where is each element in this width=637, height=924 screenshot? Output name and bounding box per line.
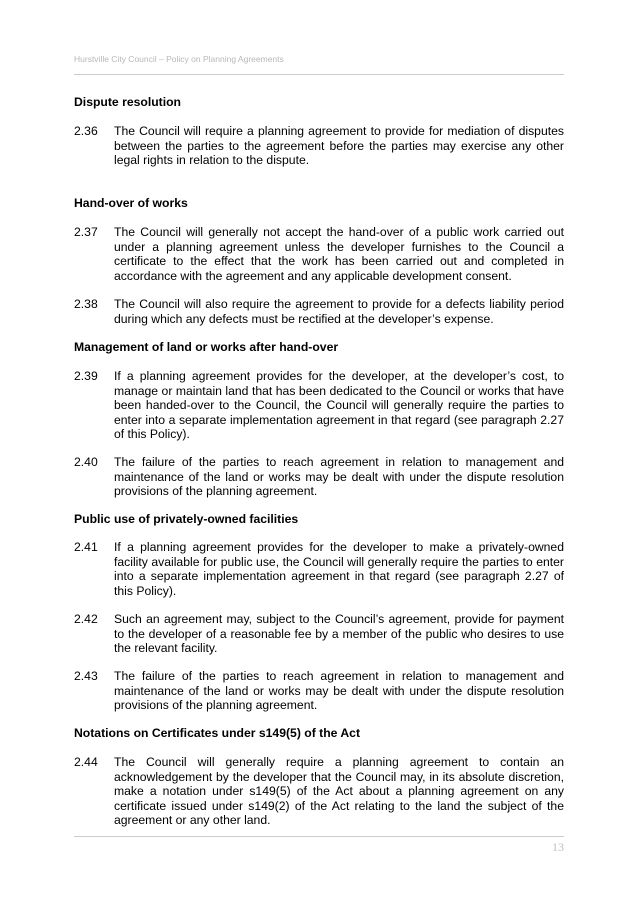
page-number: 13: [552, 840, 564, 854]
section-heading-public-use: Public use of privately-owned facilities: [74, 512, 299, 526]
paragraph-number: 2.39: [74, 369, 98, 383]
paragraph-number: 2.36: [74, 124, 98, 138]
paragraph-2-44: [74, 755, 564, 828]
paragraph-2-38: [74, 297, 564, 326]
header-divider: [74, 74, 564, 75]
paragraph-number: 2.40: [74, 455, 98, 469]
paragraph-number: 2.42: [74, 612, 98, 626]
section-heading-management-of-land: Management of land or works after hand-over: [74, 340, 339, 354]
paragraph-2-40: [74, 455, 564, 499]
paragraph-number: 2.38: [74, 297, 98, 311]
paragraph-text: If a planning agreement provides for the developer to make a privately-owned facility available for public use, the Council will generally require the parties to enter into a separate implementation agreement in that regard (see paragraph 2.27 of this Policy).: [114, 540, 564, 598]
section-heading-hand-over-of-works: Hand-over of works: [74, 196, 188, 210]
paragraph-2-37: [74, 225, 564, 283]
paragraph-text: The Council will generally not accept the hand-over of a public work carried out under a planning agreement unless the developer furnishes to the Council a certificate to the effect that the work has been carried out and completed in accordance with the agreement and any applicable development consent.: [114, 225, 564, 283]
paragraph-text: Such an agreement may, subject to the Council’s agreement, provide for payment to the developer of a reasonable fee by a member of the public who desires to use the relevant facility.: [114, 612, 564, 656]
footer-divider: [74, 836, 564, 837]
paragraph-text: If a planning agreement provides for the developer, at the developer’s cost, to manage or maintain land that has been dedicated to the Council or works that have been handed-over to the Council, the Council will generally require the parties to enter into a separate implementation agreement in that regard (see paragraph 2.27 of this Policy).: [114, 369, 564, 442]
paragraph-number: 2.37: [74, 225, 98, 239]
paragraph-2-41: [74, 540, 564, 598]
paragraph-2-39: [74, 369, 564, 442]
paragraph-2-36: [74, 124, 564, 168]
section-heading-dispute-resolution: Dispute resolution: [74, 95, 181, 109]
section-heading-notations: Notations on Certificates under s149(5) of the Act: [74, 726, 361, 740]
paragraph-text: The failure of the parties to reach agreement in relation to management and maintenance of the land or works may be dealt with under the dispute resolution provisions of the planning agreement.: [114, 455, 564, 499]
paragraph-text: The Council will generally require a planning agreement to contain an acknowledgement by the developer that the Council may, in its absolute discretion, make a notation under s149(5) of the Act about a planning agreement on any certificate issued under s149(2) of the Act relating to the land the subject of the agreement or any other land.: [114, 755, 564, 828]
paragraph-text: The Council will require a planning agreement to provide for mediation of disputes between the parties to the agreement before the parties may exercise any other legal rights in relation to the dispute.: [114, 124, 564, 168]
running-header: Hurstville City Council – Policy on Planning Agreements: [74, 54, 284, 64]
paragraph-text: The failure of the parties to reach agreement in relation to management and maintenance of the land or works may be dealt with under the dispute resolution provisions of the planning agreement.: [114, 669, 564, 713]
paragraph-number: 2.43: [74, 669, 98, 683]
paragraph-number: 2.41: [74, 540, 98, 554]
paragraph-number: 2.44: [74, 755, 98, 769]
paragraph-2-43: [74, 669, 564, 713]
paragraph-2-42: [74, 612, 564, 656]
paragraph-text: The Council will also require the agreement to provide for a defects liability period during which any defects must be rectified at the developer’s expense.: [114, 297, 564, 326]
